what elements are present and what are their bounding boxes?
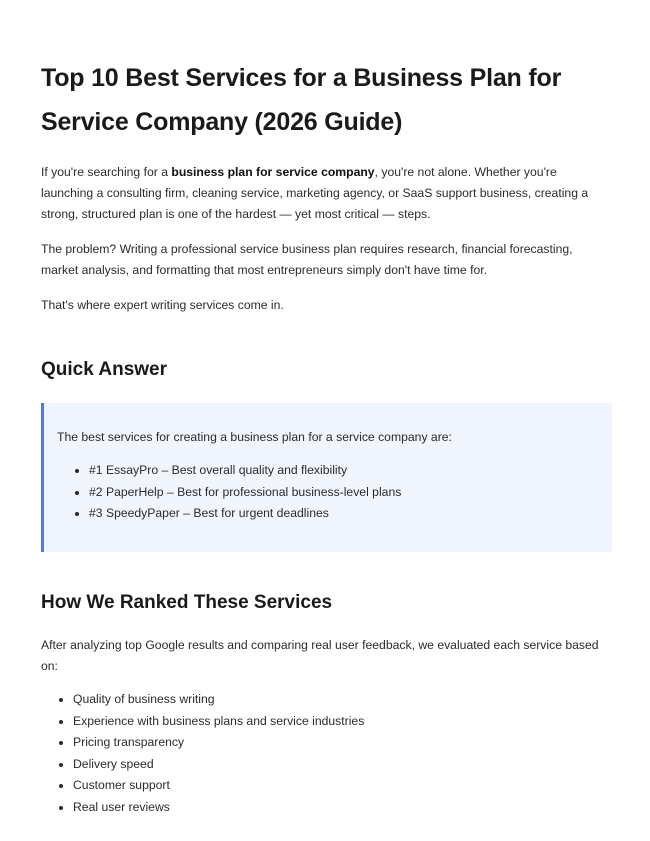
services-intro-paragraph: That's where expert writing services come in. bbox=[41, 298, 284, 312]
ranking-criteria-list bbox=[41, 689, 610, 818]
ranking-criterion: • Pricing transparency bbox=[73, 732, 610, 754]
ranking-criterion: • Real user reviews bbox=[73, 797, 610, 819]
quick-answer-item: • #1 EssayPro – Best overall quality and flexibility bbox=[89, 460, 596, 482]
ranking-criterion: • Delivery speed bbox=[73, 754, 610, 776]
page-title: Top 10 Best Services for a Business Plan for Service Company (2026 Guide) bbox=[41, 64, 562, 136]
ranking-criterion: • Experience with business plans and service industries bbox=[73, 711, 610, 733]
intro-keyword: business plan for service company bbox=[171, 165, 375, 179]
quick-answer-item: • #2 PaperHelp – Best for professional business-level plans bbox=[89, 482, 596, 504]
problem-paragraph: The problem? Writing a professional service business plan requires research, financial forecasting, market analysis, and formatting that most entrepreneurs simply don't have time for. bbox=[41, 242, 573, 277]
quick-answer-list bbox=[57, 460, 596, 525]
intro-text-before: If you're searching for a bbox=[41, 165, 172, 179]
quick-answer-callout bbox=[41, 403, 612, 552]
ranking-criterion: • Quality of business writing bbox=[73, 689, 610, 711]
ranking-criterion: • Customer support bbox=[73, 775, 610, 797]
quick-answer-heading: Quick Answer bbox=[41, 359, 168, 380]
intro-paragraph bbox=[41, 162, 610, 225]
quick-answer-lead: The best services for creating a business plan for a service company are: bbox=[57, 430, 452, 444]
intro-text-after: , you're not alone. Whether you're launching a consulting firm, cleaning service, marketing agency, or SaaS support business, creating a strong, structured plan is one of the hardest — yet most critical — steps. bbox=[41, 165, 589, 221]
quick-answer-item: • #3 SpeedyPaper – Best for urgent deadlines bbox=[89, 503, 596, 525]
ranking-heading: How We Ranked These Services bbox=[41, 592, 333, 613]
ranking-lead: After analyzing top Google results and comparing real user feedback, we evaluated each service based on: bbox=[41, 638, 599, 673]
